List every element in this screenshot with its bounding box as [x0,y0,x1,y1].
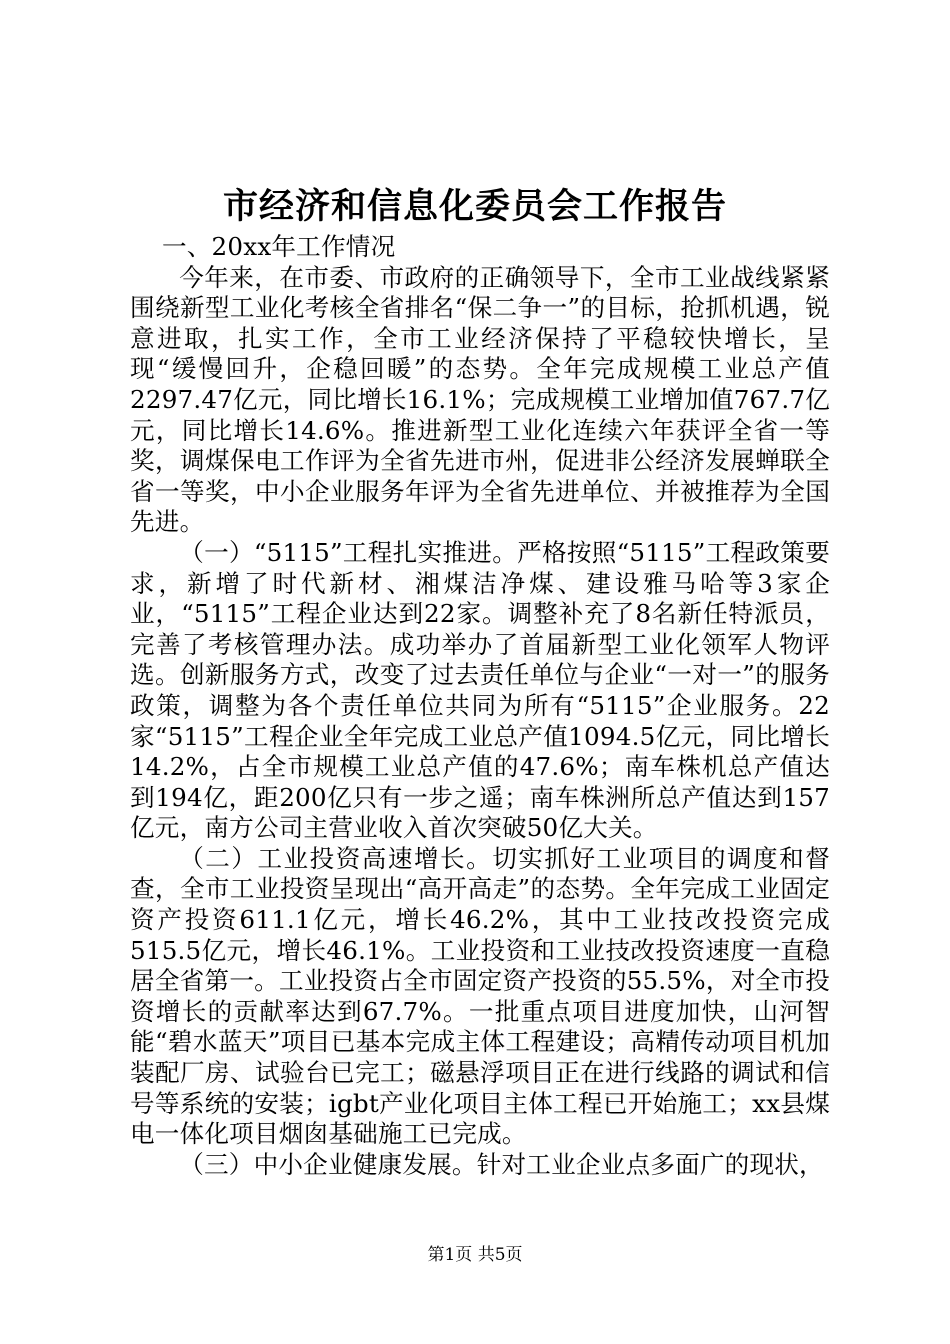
document-title: 市经济和信息化委员会工作报告 [222,186,727,227]
body-paragraph: （一）“5115”工程扎实推进。严格按照“5115”工程政策要求，新增了时代新材、湘煤洁净煤、建设雅马哈等3家企业，“5115”工程企业达到22家。调整补充了8名新任特派员，完善了考核管理办法。成功举办了首届新型工业化领军人物评选。创新服务方式，改变了过去责任单位与企业“一对一”的服务政策，调整为各个责任单位共同为所有“5115”企业服务。22家“5115”工程企业全年完成工业总产值1094.5亿元，同比增长14.2%，占全市规模工业总产值的47.6%；南车株机总产值达到194亿，距200亿只有一步之遥；南车株洲所总产值达到157亿元，南方公司主营业收入首次突破50亿大关。 [130,537,830,843]
body-paragraph: （二）工业投资高速增长。切实抓好工业项目的调度和督查，全市工业投资呈现出“高开高走”的态势。全年完成工业固定资产投资611.1亿元，增长46.2%，其中工业技改投资完成515.5亿元，增长46.1%。工业投资和工业技改投资速度一直稳居全省第一。工业投资占全市固定资产投资的55.5%，对全市投资增长的贡献率达到67.7%。一批重点项目进度加快，山河智能“碧水蓝天”项目已基本完成主体工程建设；高精传动项目机加装配厂房、试验台已完工；磁悬浮项目正在进行线路的调试和信号等系统的安装；igbt产业化项目主体工程已开始施工；xx县煤电一体化项目烟囱基础施工已完成。 [130,843,830,1149]
document-body [130,232,830,1180]
section-heading: 一、20xx年工作情况 [161,232,396,261]
body-paragraph: （三）中小企业健康发展。针对工业企业点多面广的现状， [179,1149,824,1179]
body-paragraph: 今年来，在市委、市政府的正确领导下，全市工业战线紧紧围绕新型工业化考核全省排名“保二争一”的目标，抢抓机遇，锐意进取，扎实工作，全市工业经济保持了平稳较快增长，呈现“缓慢回升，企稳回暖”的态势。全年完成规模工业总产值2297.47亿元，同比增长16.1%；完成规模工业增加值767.7亿元，同比增长14.6%。推进新型工业化连续六年获评全省一等奖，调煤保电工作评为全省先进市州，促进非公经济发展蝉联全省一等奖，中小企业服务年评为全省先进单位、并被推荐为全国先进。 [130,262,830,537]
page-number-footer: 第1页 共5页 [427,1245,523,1265]
